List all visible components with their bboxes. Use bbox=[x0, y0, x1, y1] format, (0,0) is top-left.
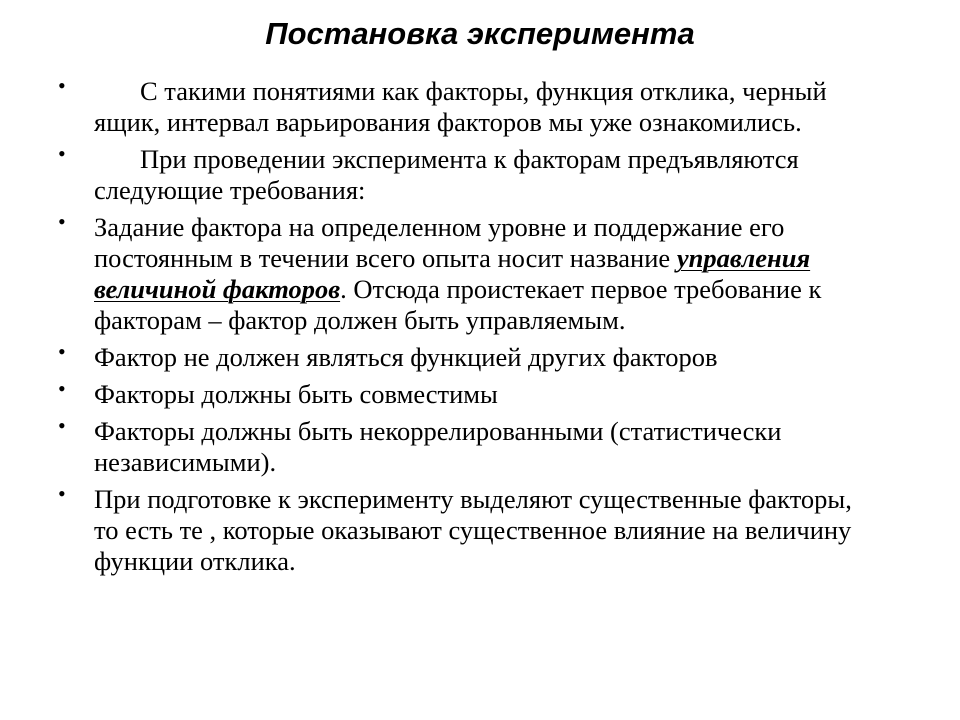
item-text: При проведении эксперимента к факторам предъявляются следующие требования: bbox=[94, 144, 799, 205]
bullet-icon: • bbox=[58, 376, 66, 401]
bullet-icon: • bbox=[58, 73, 66, 98]
bullet-icon: • bbox=[58, 339, 66, 364]
bullet-list bbox=[58, 73, 878, 583]
emphasized-term: управления величиной факторов bbox=[94, 243, 811, 304]
bullet-icon: • bbox=[58, 141, 66, 166]
list-item bbox=[58, 481, 878, 577]
list-item bbox=[58, 413, 878, 478]
item-text: Факторы должны быть совместимы bbox=[94, 379, 498, 409]
item-text: С такими понятиями как факторы, функция отклика, черный ящик, интервал варьирования факторов мы уже ознакомились. bbox=[94, 76, 827, 137]
bullet-icon: • bbox=[58, 481, 66, 506]
item-text: При подготовке к эксперименту выделяют существенные факторы, то есть те , которые оказывают существенное влияние на величину функции отклика. bbox=[94, 484, 852, 576]
list-item bbox=[58, 141, 878, 206]
bullet-icon: • bbox=[58, 209, 66, 234]
slide-title: Постановка эксперимента bbox=[265, 16, 695, 51]
list-item bbox=[58, 73, 878, 138]
item-text: Задание фактора на определенном уровне и поддержание его постоянным в течении всего опыта носит название bbox=[94, 212, 785, 273]
list-item bbox=[58, 339, 878, 373]
item-text: . Отсюда проистекает первое требование к факторам – фактор должен быть управляемым. bbox=[94, 274, 822, 335]
bullet-icon: • bbox=[58, 413, 66, 438]
list-item bbox=[58, 376, 878, 410]
list-item bbox=[58, 209, 878, 336]
item-text: Факторы должны быть некоррелированными (статистически независимыми). bbox=[94, 416, 782, 477]
item-text: Фактор не должен являться функцией других факторов bbox=[94, 342, 718, 372]
